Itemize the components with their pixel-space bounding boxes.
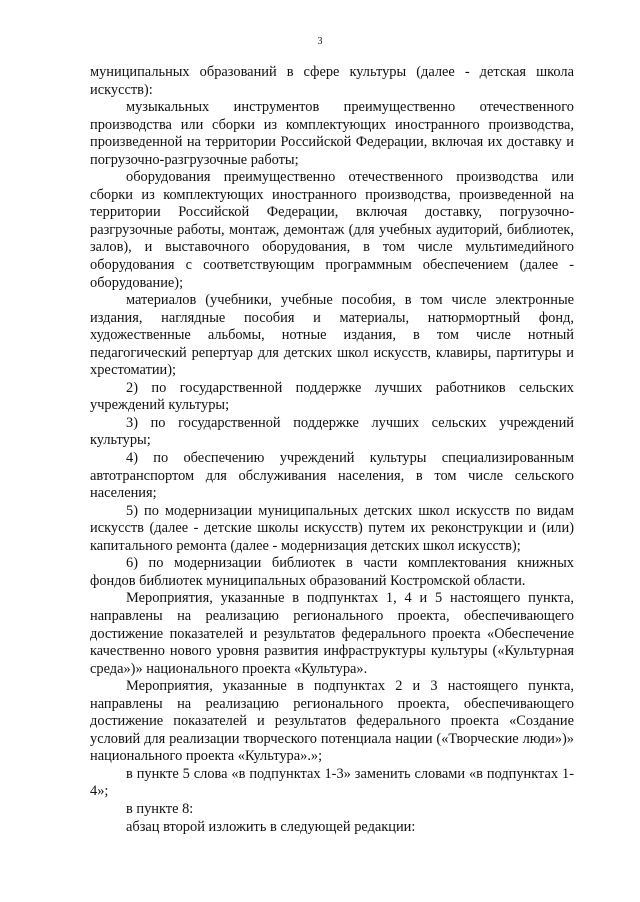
paragraph: Мероприятия, указанные в подпунктах 1, 4 и 5 настоящего пункта, направлены на реализацию регионального проекта, обеспечивающего достижение показателей и результатов федерального проекта «Обеспечение качественно нового уровня развития инфраструктуры культуры («Культурная среда»)» национального проекта «Культура». bbox=[90, 590, 574, 677]
page-number: 3 bbox=[317, 36, 323, 47]
paragraph: материалов (учебники, учебные пособия, в том числе электронные издания, наглядные пособия и материалы, натюрмортный фонд, художественные альбомы, нотные издания, в том числе нотный педагогический репертуар для детских школ искусств, клавиры, партитуры и хрестоматии); bbox=[90, 292, 574, 379]
paragraph: абзац второй изложить в следующей редакции: bbox=[126, 818, 416, 835]
paragraph: 6) по модернизации библиотек в части комплектования книжных фондов библиотек муниципальных образований Костромской области. bbox=[90, 555, 574, 589]
paragraph: Мероприятия, указанные в подпунктах 2 и 3 настоящего пункта, направлены на реализацию регионального проекта, обеспечивающего достижение показателей и результатов федерального проекта «Создание условий для реализации творческого потенциала нации («Творческие люди»)» национального проекта «Культура».»; bbox=[90, 678, 574, 765]
paragraph: 4) по обеспечению учреждений культуры специализированным автотранспортом для обслуживания населения, в том числе сельского населения; bbox=[90, 450, 574, 502]
paragraph: оборудования преимущественно отечественного производства или сборки из комплектующих иностранного производства, произведенной на территории Российской Федерации, включая доставку, погрузочно-разгрузочные работы, монтаж, демонтаж (для учебных аудиторий, библиотек, залов), и выставочного оборудования, в том числе мультимедийного оборудования с соответствующим программным обеспечением (далее - оборудование); bbox=[90, 169, 574, 291]
paragraph: музыкальных инструментов преимущественно отечественного производства или сборки из комплектующих иностранного производства, произведенной на территории Российской Федерации, включая их доставку и погрузочно-разгрузочные работы; bbox=[90, 99, 574, 168]
paragraph: муниципальных образований в сфере культуры (далее - детская школа искусств): bbox=[90, 64, 574, 98]
paragraph: 3) по государственной поддержке лучших сельских учреждений культуры; bbox=[90, 414, 574, 449]
document-body bbox=[90, 64, 574, 836]
paragraph: в пункте 5 слова «в подпунктах 1-3» заменить словами «в подпунктах 1-4»; bbox=[90, 765, 574, 800]
paragraph: 2) по государственной поддержке лучших работников сельских учреждений культуры; bbox=[90, 379, 574, 414]
paragraph: 5) по модернизации муниципальных детских школ искусств по видам искусств (далее - детские школы искусств) путем их реконструкции и (или) капитального ремонта (далее - модернизация детских школ искусств); bbox=[90, 502, 574, 554]
paragraph: в пункте 8: bbox=[126, 800, 194, 817]
